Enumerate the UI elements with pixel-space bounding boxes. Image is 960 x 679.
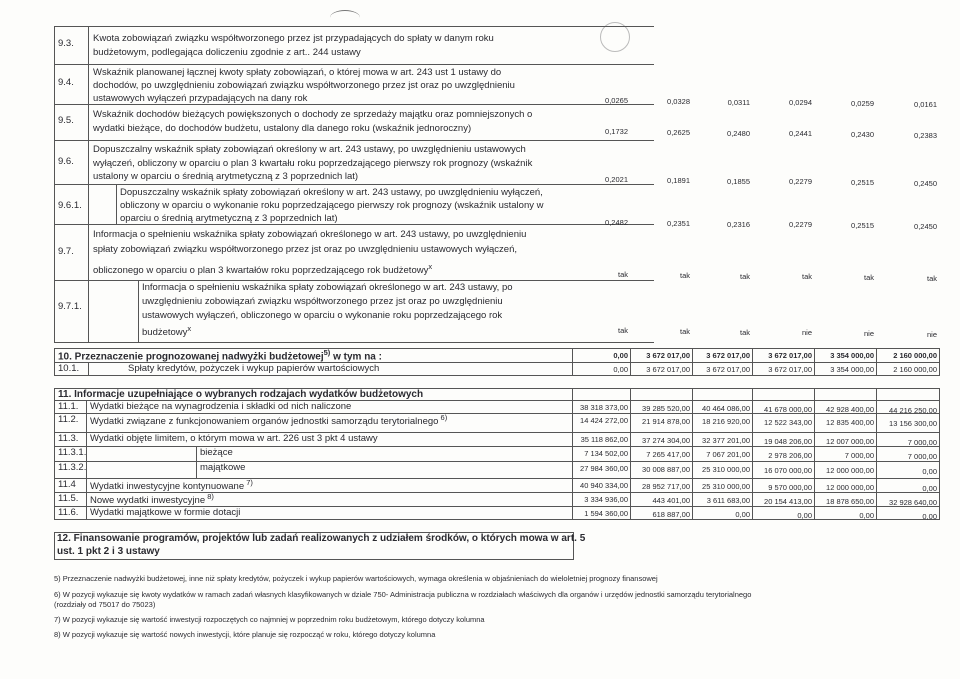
indicator-value: 0,2482: [605, 218, 628, 227]
row-9-6-1-num: 9.6.1.: [58, 200, 82, 211]
expense-value: 18 878 650,00: [826, 497, 874, 506]
section-11-row-num: 11.4: [58, 479, 76, 490]
expense-value: 1 594 360,00: [584, 509, 628, 518]
indicator-value: tak: [801, 272, 812, 281]
indicator-value: 0,2450: [914, 179, 937, 188]
expense-value: 12 000 000,00: [826, 466, 874, 475]
indicator-value: 0,2450: [914, 222, 937, 231]
section-11-row-num: 11.2.: [58, 414, 79, 425]
expense-value: 0,00: [922, 512, 937, 521]
indicator-value: tak: [739, 328, 750, 337]
section-11-row-num: 11.3.2.: [58, 462, 87, 473]
expense-value: 27 984 360,00: [580, 464, 628, 473]
row-9-7-footnote-mark: x: [428, 262, 433, 271]
section-11-row-label: Nowe wydatki inwestycyjne $^{8)}$: [90, 492, 214, 507]
indicator-value: 0,2279: [789, 220, 812, 229]
expense-value: 12 522 343,00: [764, 418, 812, 427]
indicator-value: tak: [679, 271, 690, 280]
section-11-row-label: Wydatki bieżące na wynagrodzenia i składki od nich naliczone: [90, 401, 352, 412]
expense-value: 7 134 502,00: [584, 449, 628, 458]
expense-value: 618 887,00: [652, 510, 690, 519]
row-9-7-num: 9.7.: [58, 246, 74, 257]
expense-value: 30 008 887,00: [642, 465, 690, 474]
indicator-value: 0,0328: [667, 97, 690, 106]
surplus-row-value: 0,00: [613, 365, 628, 374]
section-11-row-label: Wydatki związane z funkcjonowaniem organów jednostki samorządu terytorialnego $^{6)}$: [90, 413, 448, 428]
indicator-value: 0,0294: [789, 98, 812, 107]
footnote-ref: 8): [205, 492, 214, 501]
indicator-value: 0,0161: [914, 100, 937, 109]
expense-value: 3 611 683,00: [706, 496, 750, 505]
indicator-value: 0,0259: [851, 99, 874, 108]
row-9-6-line2: wyłączeń, obliczony w oparciu o plan 3 kwartału roku poprzedzającego pierwszy rok prognozy (wskaźnik: [93, 158, 533, 169]
surplus-row-value: 2 160 000,00: [893, 365, 937, 374]
footnote-6-cont: (rozdziały od 75017 do 75023): [54, 600, 156, 609]
expense-value: 40 940 334,00: [580, 481, 628, 490]
expense-value: 0,00: [922, 467, 937, 476]
indicator-value: tak: [617, 270, 628, 279]
section-10-header: 10. Przeznaczenie prognozowanej nadwyżki budżetowej$^{5)}$ w tym na :: [58, 348, 382, 363]
surplus-total-value: 2 160 000,00: [893, 351, 937, 360]
indicator-value: 0,2515: [851, 221, 874, 230]
section-12-line2: ust. 1 pkt 2 i 3 ustawy: [57, 546, 160, 557]
section-11-header: 11. Informacje uzupełniające o wybranych rodzajach wydatków budżetowych: [58, 389, 424, 400]
expense-value: 7 067 201,00: [706, 450, 750, 459]
section-11-row-label: Wydatki majątkowe w formie dotacji: [90, 507, 241, 518]
indicator-value: 0,1891: [667, 176, 690, 185]
section-11-row-label: Wydatki inwestycyjne kontynuowane $^{7)}$: [90, 478, 253, 493]
row-9-7-1-footnote-mark: x: [187, 324, 192, 333]
row-9-7-1-line3: ustawowych wyłączeń, obliczonego w oparciu o wykonanie roku poprzedzającego rok: [142, 310, 503, 321]
expense-value: 39 285 520,00: [642, 404, 690, 413]
expense-value: 13 156 300,00: [889, 419, 937, 428]
row-9-4-line2: dochodów, po uwzględnieniu zobowiązań związku współtworzonego przez jst oraz po uwzględnieniu: [93, 80, 515, 91]
section-11-row-num: 11.1.: [58, 401, 79, 412]
row-9-6-line3: ustalony w oparciu o średnią arytmetyczną z 3 poprzednich lat): [93, 171, 359, 182]
row-9-6-line1: Dopuszczalny wskaźnik spłaty zobowiązań określony w art. 243 ustawy, po uwzględnieniu ustawowych: [93, 144, 526, 155]
surplus-row-value: 3 672 017,00: [768, 365, 812, 374]
row-9-7-line3: obliczonego w oparciu o plan 3 kwartałów roku poprzedzającego rok budżetowy$^x$: [93, 262, 433, 277]
footnote-6: 6) W pozycji wykazuje się kwoty wydatków w ramach zadań własnych klasyfikowanych w dziale 750- Administracja publiczna w rozdziałach właściwych dla organów i urzędów jednostki samorządu terytorialnego: [54, 590, 752, 599]
expense-value: 41 678 000,00: [764, 405, 812, 414]
section-10-header-sup: 5): [323, 348, 331, 357]
indicator-value: 0,0311: [727, 98, 750, 107]
indicator-value: 0,2316: [727, 220, 750, 229]
indicator-value: 0,2480: [727, 129, 750, 138]
section-12-line1: 12. Finansowanie programów, projektów lub zadań realizowanych z udziałem środków, o których mowa w art. 5: [57, 533, 586, 544]
expense-value: 19 048 206,00: [764, 437, 812, 446]
indicator-value: nie: [801, 328, 812, 337]
indicator-value: nie: [863, 329, 874, 338]
expense-value: 20 154 413,00: [764, 497, 812, 506]
row-10-1-num: 10.1.: [58, 363, 80, 374]
indicator-value: 0,2441: [789, 129, 812, 138]
expense-value: 12 000 000,00: [826, 483, 874, 492]
indicator-value: 0,0265: [605, 96, 628, 105]
expense-value: 3 334 936,00: [584, 495, 628, 504]
section-11-row-num: 11.3.1.: [58, 447, 87, 458]
indicator-value: tak: [863, 273, 874, 282]
surplus-total-value: 3 354 000,00: [830, 351, 874, 360]
surplus-total-value: 3 672 017,00: [706, 351, 750, 360]
footnote-ref: 6): [438, 413, 448, 422]
section-11-row-label: bieżące: [200, 447, 233, 458]
expense-value: 40 464 086,00: [702, 404, 750, 413]
row-9-6-1-line3: oparciu o średnią arytmetyczną z 3 poprzednich lat): [120, 213, 338, 224]
indicator-value: 0,2351: [667, 219, 690, 228]
row-9-7-line1: Informacja o spełnieniu wskaźnika spłaty zobowiązań określonego w art. 243 ustawy, po uwzględnieniu: [93, 229, 527, 240]
surplus-total-value: 3 672 017,00: [646, 351, 690, 360]
row-9-3-line2: budżetowym, podlegająca doliczeniu zgodnie z art.. 244 ustawy: [93, 47, 361, 58]
expense-value: 25 310 000,00: [702, 482, 750, 491]
row-9-3-line1: Kwota zobowiązań związku współtworzonego przez jst przypadających do spłaty w danym roku: [93, 33, 494, 44]
indicator-value: nie: [926, 330, 937, 339]
row-9-6-num: 9.6.: [58, 156, 74, 167]
expense-value: 42 928 400,00: [826, 405, 874, 414]
expense-value: 32 928 640,00: [889, 498, 937, 507]
indicator-value: tak: [739, 272, 750, 281]
footnote-ref: 7): [244, 478, 253, 487]
expense-value: 14 424 272,00: [580, 416, 628, 425]
surplus-total-value: 3 672 017,00: [768, 351, 812, 360]
indicator-value: 0,2279: [789, 177, 812, 186]
expense-value: 32 377 201,00: [702, 436, 750, 445]
expense-value: 44 216 250,00: [889, 406, 937, 415]
expense-value: 7 265 417,00: [646, 450, 690, 459]
row-9-4-line3: ustawowych wyłączeń przypadających na dany rok: [93, 93, 308, 104]
row-9-5-num: 9.5.: [58, 115, 74, 126]
row-9-7-1-num: 9.7.1.: [58, 301, 82, 312]
indicator-value: 0,1855: [727, 177, 750, 186]
expense-value: 7 000,00: [907, 438, 937, 447]
indicator-value: 0,2625: [667, 128, 690, 137]
section-11-row-label: Wydatki objęte limitem, o którym mowa w art. 226 ust 3 pkt 4 ustawy: [90, 433, 378, 444]
indicator-value: 0,1732: [605, 127, 628, 136]
row-9-7-1-line4: budżetowy$^x$: [142, 324, 192, 339]
footnote-5: 5) Przeznaczenie nadwyżki budżetowej, inne niż spłaty kredytów, pożyczek i wykup papierów wartościowych, wymaga określenia w objaśnieniach do wieloletniej prognozy finansowej: [54, 574, 658, 583]
section-11-row-num: 11.6.: [58, 507, 79, 518]
expense-value: 18 216 920,00: [702, 417, 750, 426]
expense-value: 0,00: [735, 510, 750, 519]
expense-value: 21 914 878,00: [642, 417, 690, 426]
scan-arc-mark: [330, 10, 360, 25]
row-10-1-label: Spłaty kredytów, pożyczek i wykup papierów wartościowych: [128, 363, 380, 374]
surplus-row-value: 3 672 017,00: [646, 365, 690, 374]
expense-value: 443 401,00: [652, 496, 690, 505]
indicator-value: tak: [926, 274, 937, 283]
expense-value: 37 274 304,00: [642, 436, 690, 445]
expense-value: 35 118 862,00: [580, 435, 628, 444]
row-9-5-line2: wydatki bieżące, do dochodów budżetu, ustalony dla danego roku (wskaźnik jednoroczny): [93, 123, 472, 134]
section-11-row-num: 11.5.: [58, 493, 79, 504]
row-9-6-1-line2: obliczony w oparciu o wykonanie roku poprzedzającego pierwszy rok prognozy (wskaźnik ustalony w: [120, 200, 544, 211]
expense-value: 12 007 000,00: [826, 437, 874, 446]
row-9-7-1-line2: uwzględnieniu zobowiązań związku współtworzonego przez jst oraz po uwzględnieniu: [142, 296, 503, 307]
footnote-7: 7) W pozycji wykazuje się wartość inwestycji rozpoczętych co najmniej w poprzednim roku budżetowym, którego dotyczy kolumna: [54, 615, 485, 624]
row-9-7-1-line1: Informacja o spełnieniu wskaźnika spłaty zobowiązań określonego w art. 243 ustawy, po: [142, 282, 513, 293]
row-9-5-line1: Wskaźnik dochodów bieżących powiększonych o dochody ze sprzedaży majątku oraz pomniejszonych o: [93, 109, 533, 120]
row-9-4-num: 9.4.: [58, 77, 74, 88]
expense-value: 9 570 000,00: [768, 483, 812, 492]
expense-value: 7 000,00: [844, 451, 874, 460]
footnote-8: 8) W pozycji wykazuje się wartość nowych inwestycji, które planuje się rozpocząć w roku, którego dotyczy kolumna: [54, 630, 436, 639]
indicator-value: tak: [617, 326, 628, 335]
expense-value: 0,00: [859, 511, 874, 520]
section-11-row-label: majątkowe: [200, 462, 246, 473]
surplus-row-value: 3 672 017,00: [706, 365, 750, 374]
expense-value: 28 952 717,00: [642, 482, 690, 491]
expense-value: 0,00: [922, 484, 937, 493]
section-11-row-num: 11.3.: [58, 433, 79, 444]
row-9-7-line2: spłaty zobowiązań związku współtworzonego przez jst oraz po uwzględnieniu ustawowych wyłączeń,: [93, 244, 518, 255]
surplus-total-value: 0,00: [613, 351, 628, 360]
expense-value: 38 318 373,00: [580, 403, 628, 412]
expense-value: 25 310 000,00: [702, 465, 750, 474]
row-9-6-1-line1: Dopuszczalny wskaźnik spłaty zobowiązań określony w art. 243 ustawy, po uwzględnieniu wyłączeń,: [120, 187, 543, 198]
indicator-value: 0,2021: [605, 175, 628, 184]
row-9-4-line1: Wskaźnik planowanej łącznej kwoty spłaty zobowiązań, o której mowa w art. 243 ust 1 ustawy do: [93, 67, 502, 78]
surplus-row-value: 3 354 000,00: [830, 365, 874, 374]
indicator-value: 0,2515: [851, 178, 874, 187]
expense-value: 0,00: [797, 511, 812, 520]
indicator-value: tak: [679, 327, 690, 336]
expense-value: 7 000,00: [907, 452, 937, 461]
expense-value: 16 070 000,00: [764, 466, 812, 475]
expense-value: 2 978 206,00: [768, 451, 812, 460]
row-9-3-num: 9.3.: [58, 38, 74, 49]
indicator-value: 0,2383: [914, 131, 937, 140]
indicator-value: 0,2430: [851, 130, 874, 139]
expense-value: 12 835 400,00: [826, 418, 874, 427]
